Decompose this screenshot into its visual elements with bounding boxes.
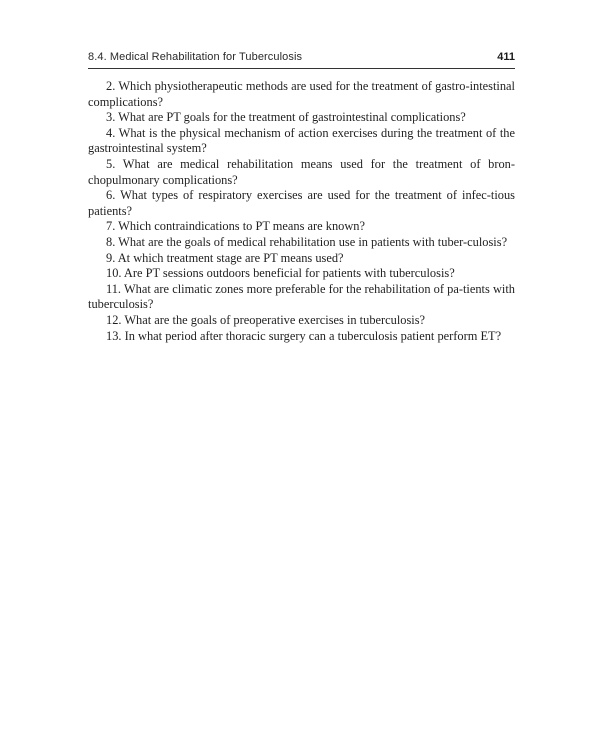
question-11: 11. What are climatic zones more preferable for the rehabilitation of pa-tients with tuberculosis?	[88, 281, 515, 312]
question-4: 4. What is the physical mechanism of action exercises during the treatment of the gastrointestinal system?	[88, 125, 515, 156]
running-head	[88, 51, 515, 67]
question-2: 2. Which physiotherapeutic methods are used for the treatment of gastro-intestinal complications?	[88, 79, 515, 109]
question-5: 5. What are medical rehabilitation means used for the treatment of bron-chopulmonary complications?	[88, 156, 515, 187]
question-13: 13. In what period after thoracic surgery can a tuberculosis patient perform ET?	[106, 328, 502, 343]
question-3: 3. What are PT goals for the treatment of gastrointestinal complications?	[106, 110, 466, 125]
question-6: 6. What types of respiratory exercises are used for the treatment of infec-tious patients?	[88, 188, 515, 218]
question-8: 8. What are the goals of medical rehabilitation use in patients with tuber-culosis?	[106, 234, 508, 249]
header-divider	[88, 68, 515, 69]
question-7: 7. Which contraindications to PT means are known?	[106, 219, 365, 234]
question-10: 10. Are PT sessions outdoors beneficial for patients with tuberculosis?	[106, 266, 455, 281]
review-questions-list	[88, 79, 515, 344]
question-12: 12. What are the goals of preoperative exercises in tuberculosis?	[106, 312, 426, 327]
page-number: 411	[497, 51, 515, 63]
section-title: 8.4. Medical Rehabilitation for Tuberculosis	[88, 51, 303, 63]
question-9: 9. At which treatment stage are PT means used?	[106, 250, 344, 265]
